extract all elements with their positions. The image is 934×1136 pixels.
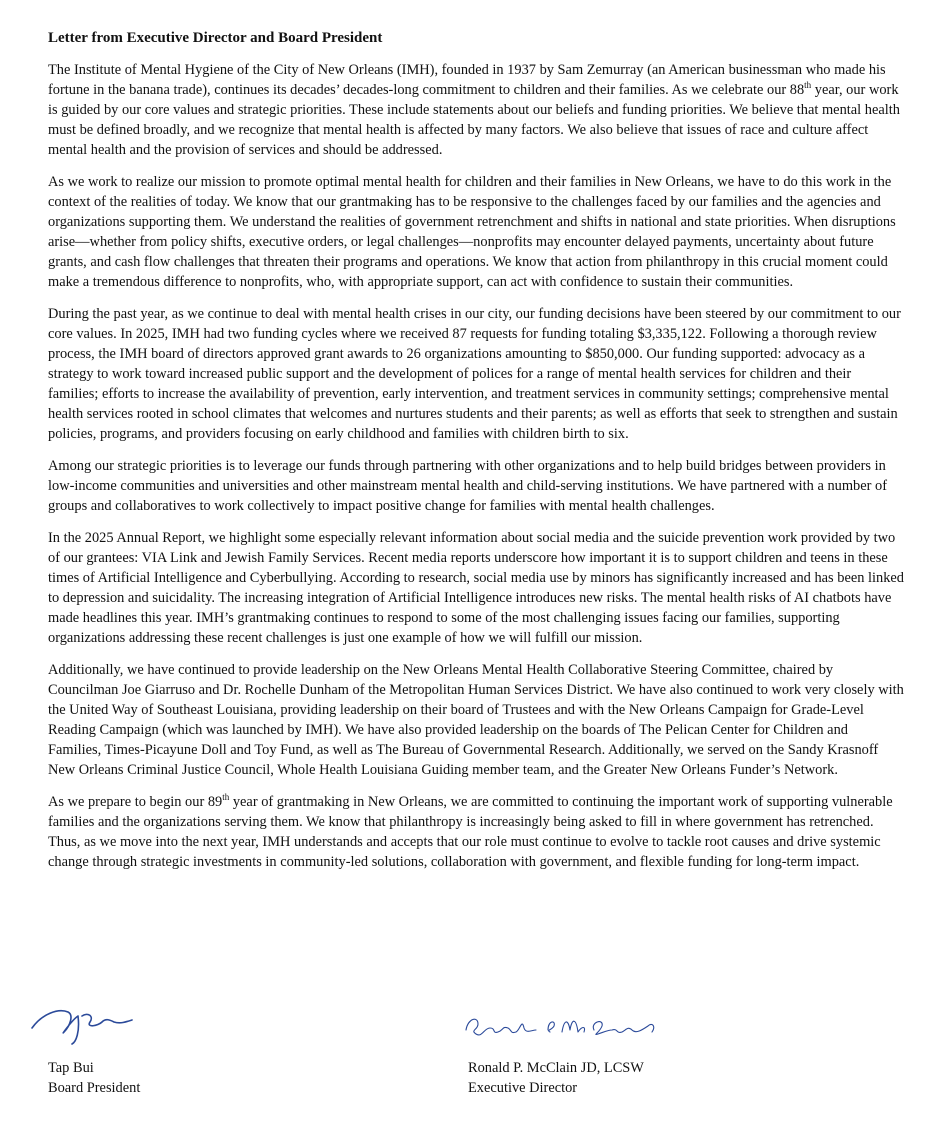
- paragraph-7: [48, 792, 904, 872]
- board-president-name: Tap Bui: [48, 1060, 94, 1076]
- paragraph-2: As we work to realize our mission to promote optimal mental health for children and their families in New Orleans, we have to do this work in the context of the realities of today. We know that our grantmaking has to be responsive to the challenges faced by our families and the agencies and organizations supporting them. We understand the realities of government retrenchment and shifts in national and state priorities. When disruptions arise—whether from policy shifts, executive orders, or legal challenges—nonprofits may encounter delayed payments, uncertainty about future grants, and cash flow challenges that threaten their programs and operations. We know that action from philanthropy in this crucial moment could make a tremendous difference to nonprofits, who, with appropriate support, can act with confidence to sustain their communities.: [48, 174, 896, 290]
- paragraph-6: Additionally, we have continued to provide leadership on the New Orleans Mental Health Collaborative Steering Committee, chaired by Councilman Joe Giarruso and Dr. Rochelle Dunham of the Metropolitan Human Services District. We have also continued to work very closely with the United Way of Southeast Louisiana, providing leadership on their board of Trustees and with the New Orleans Campaign for Grade-Level Reading Campaign (which was launched by IMH). We have also provided leadership on the boards of The Pelican Center for Children and Families, Times-Picayune Doll and Toy Fund, as well as The Bureau of Governmental Research. Additionally, we served on the Sandy Krasnoff New Orleans Criminal Justice Council, Whole Health Louisiana Guiding member team, and the Greater New Orleans Funder’s Network.: [48, 662, 904, 778]
- paragraph-5: In the 2025 Annual Report, we highlight some especially relevant information about social media and the suicide prevention work provided by two of our grantees: VIA Link and Jewish Family Services. Recent media reports underscore how important it is to support children and teens in these times of Artificial Intelligence and Cyberbullying. According to research, social media use by minors has significantly increased and has been linked to depression and suicidality. The increasing integration of Artificial Intelligence introduces new risks. The mental health risks of AI chatbots have made headlines this year. IMH’s grantmaking continues to respond to some of the most challenging issues facing our families, supporting organizations addressing these recent challenges is just one example of how we will fulfill our mission.: [48, 530, 904, 646]
- paragraph-1-part-b: year, our work is guided by our core values and strategic priorities. These include statements about our beliefs and funding priorities. We believe that mental health must be defined broadly, and we recognize that mental health is affected by many factors. We also believe that issues of race and culture affect mental health and the provision of services and should be addressed.: [48, 82, 900, 158]
- executive-director-block: [468, 1058, 644, 1098]
- board-president-role: Board President: [48, 1080, 141, 1096]
- paragraph-3: During the past year, as we continue to deal with mental health crises in our city, our funding decisions have been steered by our commitment to our core values. In 2025, IMH had two funding cycles where we received 87 requests for funding totaling $3,335,122. Following a thorough review process, the IMH board of directors approved grant awards to 26 organizations amounting to $850,000. Our funding supported: advocacy as a strategy to work toward increased public support and the development of polices for a range of mental health services for children and their families; efforts to increase the availability of prevention, early intervention, and treatment services in community settings; comprehensive mental health services rooted in school climates that welcomes and nurtures students and their parents; as well as efforts that seek to strengthen and sustain policies, programs, and providers focusing on early childhood and families with children birth to six.: [48, 306, 901, 442]
- ordinal-suffix: th: [222, 792, 230, 803]
- paragraph-4: Among our strategic priorities is to leverage our funds through partnering with other organizations and to help build bridges between providers in low-income communities and universities and other mainstream mental health and child-serving institutions. We have partnered with a number of groups and collaboratives to work collectively to impact positive change for families with mental health challenges.: [48, 458, 888, 514]
- letter-title: Letter from Executive Director and Board President: [48, 30, 383, 46]
- paragraph-1: [48, 60, 904, 160]
- paragraph-1-part-a: The Institute of Mental Hygiene of the City of New Orleans (IMH), founded in 1937 by Sam Zemurray (an American businessman who made his fortune in the banana trade), continues its decades’ decades-long commitment to children and their families. As we celebrate our 88: [48, 62, 886, 98]
- executive-director-role: Executive Director: [468, 1080, 578, 1096]
- board-president-block: [48, 1058, 140, 1098]
- paragraph-7-part-b: year of grantmaking in New Orleans, we are committed to continuing the important work of supporting vulnerable families and the organizations serving them. We know that philanthropy is increasingly being asked to fill in where government has retrenched. Thus, as we move into the next year, IMH understands and accepts that our role must continue to evolve to tackle root causes and drive systemic change through strategic investments in community-led solutions, collaboration with government, and flexible funding for long-term impact.: [48, 794, 893, 870]
- board-president-signature: [28, 1002, 138, 1046]
- ordinal-suffix: th: [804, 80, 812, 91]
- paragraph-7-part-a: As we prepare to begin our 89: [48, 794, 223, 810]
- letter-body: [48, 28, 904, 884]
- executive-director-name: Ronald P. McClain JD, LCSW: [468, 1060, 644, 1076]
- executive-director-signature: [462, 1008, 662, 1044]
